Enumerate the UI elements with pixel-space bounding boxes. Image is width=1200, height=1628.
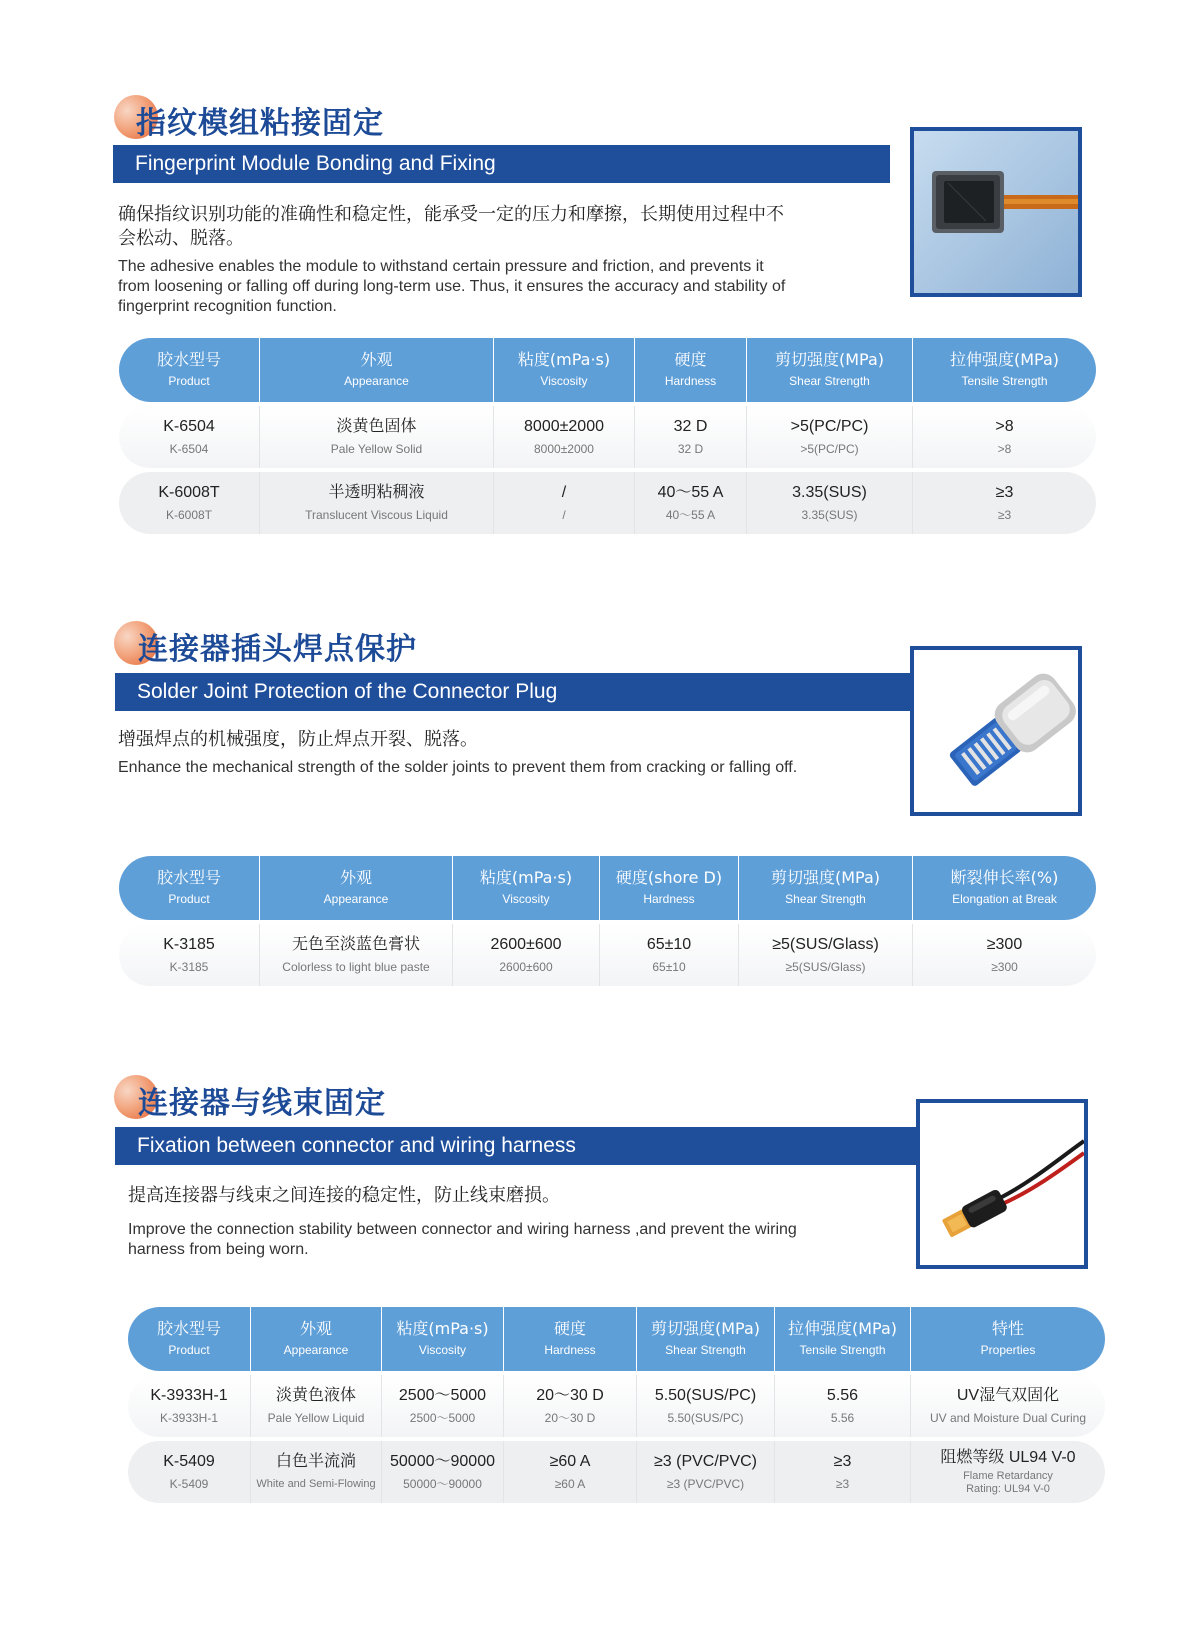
section-desc-en: The adhesive enables the module to withstand certain pressure and friction, and prevents it from loosening or falling off during long-term use. Thus, it ensures the accuracy and stability of fingerprint recognition function.: [118, 258, 786, 315]
usb-c-connector-photo: [910, 646, 1082, 816]
wire-harness-connector-photo: [916, 1099, 1088, 1269]
cell-shear: 5.50(SUS/PC) 5.50(SUS/PC): [637, 1375, 775, 1437]
section-title-cn: 指纹模组粘接固定: [136, 106, 384, 141]
section-title-en: Solder Joint Protection of the Connector Plug: [115, 673, 912, 711]
header-appearance: 外观 Appearance: [260, 338, 494, 402]
cell-viscosity: 8000±2000 8000±2000: [494, 406, 635, 468]
cell-viscosity: / /: [494, 472, 635, 534]
header-hardness: 硬度(shore D) Hardness: [600, 856, 739, 920]
cell-appearance: 无色至淡蓝色膏状 Colorless to light blue paste: [260, 924, 453, 986]
cell-appearance: 半透明粘稠液 Translucent Viscous Liquid: [260, 472, 494, 534]
header-product: 胶水型号 Product: [119, 338, 260, 402]
cell-viscosity: 50000～90000 50000～90000: [382, 1441, 504, 1503]
cell-hardness: ≥60 A ≥60 A: [504, 1441, 637, 1503]
cell-product: K-6504 K-6504: [119, 406, 260, 468]
header-hardness: 硬度 Hardness: [635, 338, 747, 402]
header-properties: 特性 Properties: [980, 1319, 1036, 1357]
table-header: [119, 338, 1096, 402]
header-appearance: 外观 Appearance: [251, 1307, 382, 1371]
cell-elongation: ≥300 ≥300: [986, 936, 1023, 974]
fingerprint-module-photo: [910, 127, 1082, 297]
cell-properties: 阻燃等级 UL94 V-0 Flame Retardancy Rating: UL94 V-0: [940, 1449, 1076, 1495]
cell-tensile: >8 >8: [995, 418, 1014, 456]
cell-product: K-5409 K-5409: [128, 1441, 251, 1503]
cell-appearance: 淡黄色固体 Pale Yellow Solid: [260, 406, 494, 468]
cell-tensile: ≥3 ≥3: [775, 1441, 911, 1503]
fingerprint-module-image: [914, 131, 1078, 293]
header-elongation: 断裂伸长率(%) Elongation at Break: [950, 868, 1059, 906]
section-desc-cn: 增强焊点的机械强度，防止焊点开裂、脱落。: [118, 729, 478, 750]
spec-table-3: [128, 1307, 1105, 1505]
section-title-en: Fingerprint Module Bonding and Fixing: [113, 145, 890, 183]
section-title-cn: 连接器插头焊点保护: [138, 632, 417, 667]
section-desc-en: Enhance the mechanical strength of the solder joints to prevent them from cracking or falling off.: [118, 759, 798, 776]
cell-product: K-3933H-1 K-3933H-1: [128, 1375, 251, 1437]
section-desc-cn: 提高连接器与线束之间连接的稳定性，防止线束磨损。: [128, 1185, 560, 1206]
cell-hardness: 20～30 D 20～30 D: [504, 1375, 637, 1437]
cell-shear: 3.35(SUS) 3.35(SUS): [747, 472, 913, 534]
header-product: 胶水型号 Product: [128, 1307, 251, 1371]
cell-product: K-6008T K-6008T: [119, 472, 260, 534]
table-row: [128, 1441, 1105, 1503]
header-viscosity: 粘度(mPa·s) Viscosity: [494, 338, 635, 402]
header-appearance: 外观 Appearance: [260, 856, 453, 920]
cell-viscosity: 2500～5000 2500～5000: [382, 1375, 504, 1437]
table-header: [128, 1307, 1105, 1371]
table-row: [119, 472, 1096, 534]
cell-appearance: 淡黄色液体 Pale Yellow Liquid: [251, 1375, 382, 1437]
header-shear-strength: 剪切强度(MPa) Shear Strength: [637, 1307, 775, 1371]
cell-viscosity: 2600±600 2600±600: [453, 924, 600, 986]
table-row: [119, 406, 1096, 468]
table-row: [119, 924, 1096, 986]
cell-appearance: 白色半流淌 White and Semi-Flowing: [251, 1441, 382, 1503]
spec-table-2: [119, 856, 1096, 988]
cell-hardness: 40～55 A 40～55 A: [635, 472, 747, 534]
table-row: [128, 1375, 1105, 1437]
spec-table-1: [119, 338, 1096, 536]
header-shear-strength: 剪切强度(MPa) Shear Strength: [739, 856, 913, 920]
section-desc-cn: 确保指纹识别功能的准确性和稳定性，能承受一定的压力和摩擦，长期使用过程中不会松动、脱落。: [118, 204, 784, 249]
section-desc-en: Improve the connection stability between connector and wiring harness ,and prevent the wiring harness from being worn.: [128, 1221, 797, 1258]
section-title-en: Fixation between connector and wiring harness: [115, 1127, 918, 1165]
cell-properties: UV湿气双固化 UV and Moisture Dual Curing: [929, 1387, 1087, 1425]
table-header: [119, 856, 1096, 920]
cell-hardness: 32 D 32 D: [635, 406, 747, 468]
header-tensile-strength: 拉伸强度(MPa) Tensile Strength: [949, 350, 1060, 388]
header-product: 胶水型号 Product: [119, 856, 260, 920]
usb-c-connector-image: [914, 650, 1078, 812]
cell-tensile: ≥3 ≥3: [995, 484, 1014, 522]
cell-shear: ≥3 (PVC/PVC) ≥3 (PVC/PVC): [637, 1441, 775, 1503]
section-title-cn: 连接器与线束固定: [138, 1086, 386, 1121]
cell-tensile: 5.56 5.56: [775, 1375, 911, 1437]
wire-harness-connector-image: [920, 1103, 1084, 1265]
cell-shear: ≥5(SUS/Glass) ≥5(SUS/Glass): [739, 924, 913, 986]
cell-shear: >5(PC/PC) >5(PC/PC): [747, 406, 913, 468]
header-shear-strength: 剪切强度(MPa) Shear Strength: [747, 338, 913, 402]
header-tensile-strength: 拉伸强度(MPa) Tensile Strength: [775, 1307, 911, 1371]
cell-hardness: 65±10 65±10: [600, 924, 739, 986]
header-hardness: 硬度 Hardness: [504, 1307, 637, 1371]
cell-product: K-3185 K-3185: [119, 924, 260, 986]
header-viscosity: 粘度(mPa·s) Viscosity: [382, 1307, 504, 1371]
header-viscosity: 粘度(mPa·s) Viscosity: [453, 856, 600, 920]
